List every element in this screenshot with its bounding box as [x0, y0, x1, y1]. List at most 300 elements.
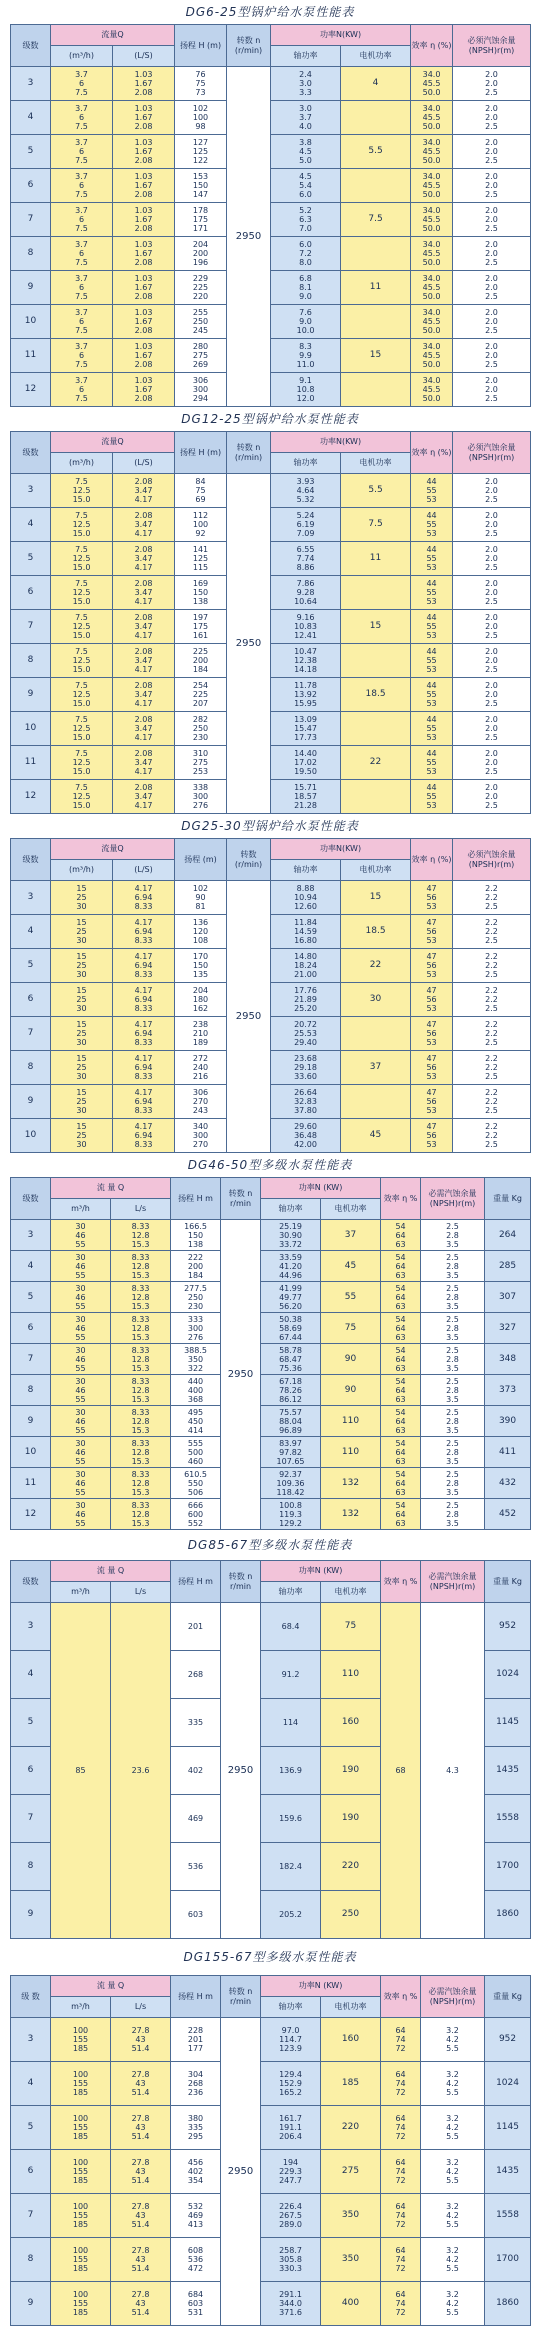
npsh-value: 3.5: [446, 1487, 459, 1497]
efficiency-value: 54: [395, 1345, 406, 1355]
header-npsh: 必须汽蚀余量 (NPSH)r(m): [453, 432, 531, 474]
header-shaft-power: 轴功率: [261, 1582, 321, 1603]
efficiency-value: 55: [426, 486, 437, 495]
efficiency-cell: [381, 1344, 421, 1375]
shaft-power-value: 58.78: [279, 1345, 302, 1355]
flow-ls-cell: 23.6: [111, 1603, 171, 1939]
motor-power-cell: 220: [321, 1843, 381, 1891]
shaft-power-value: 4.0: [299, 122, 312, 131]
table-row: [11, 1499, 531, 1530]
flow-ls-value: 8.33: [134, 902, 153, 911]
motor-power-cell: 5.5: [341, 474, 411, 508]
flow-m3h-value: 3.7: [75, 342, 88, 351]
shaft-power-value: 5.24: [296, 511, 315, 520]
npsh-value: 2.5: [485, 394, 498, 403]
shaft-power-value: 129.4: [279, 2070, 302, 2079]
flow-m3h-value: 30: [76, 1140, 87, 1149]
npsh-cell: [453, 678, 531, 712]
flow-m3h-value: 7.5: [75, 360, 88, 369]
flow-m3h-value: 7.5: [75, 394, 88, 403]
shaft-power-cell: [261, 2238, 321, 2282]
head-value: 495: [187, 1407, 204, 1417]
npsh-value: 2.0: [485, 283, 498, 292]
head-value: 189: [192, 1038, 209, 1047]
efficiency-cell: [381, 2238, 421, 2282]
efficiency-value: 47: [426, 884, 437, 893]
flow-ls-value: 51.4: [131, 2220, 150, 2229]
shaft-power-cell: [271, 305, 341, 339]
head-value: 272: [192, 1054, 209, 1063]
npsh-value: 2.5: [446, 1500, 459, 1510]
efficiency-value: 72: [395, 2264, 406, 2273]
flow-ls-cell: [113, 203, 175, 237]
flow-m3h-value: 7.5: [75, 88, 88, 97]
head-value: 75: [195, 486, 206, 495]
shaft-power-cell: [271, 373, 341, 407]
header-power: 功率N (KW): [261, 1976, 381, 1997]
shaft-power-value: 12.41: [294, 631, 317, 640]
motor-power-cell: 132: [321, 1468, 381, 1499]
npsh-value: 3.5: [446, 1456, 459, 1466]
flow-ls-cell: [111, 1344, 171, 1375]
flow-m3h-value: 30: [76, 970, 87, 979]
shaft-power-value: 5.4: [299, 181, 312, 190]
flow-m3h-value: 6: [78, 181, 85, 190]
shaft-power-cell: [271, 1085, 341, 1119]
npsh-cell: [453, 983, 531, 1017]
flow-ls-value: 3.47: [134, 724, 153, 733]
shaft-power-value: 25.19: [279, 1221, 302, 1231]
npsh-cell: [421, 2238, 485, 2282]
npsh-cell: [453, 881, 531, 915]
efficiency-cell: [381, 1375, 421, 1406]
head-value: 300: [192, 385, 209, 394]
motor-power-cell: 4: [341, 67, 411, 101]
weight-cell: 1145: [485, 1699, 531, 1747]
npsh-value: 2.5: [485, 936, 498, 945]
efficiency-value: 45.5: [422, 249, 441, 258]
motor-power-cell: 110: [321, 1437, 381, 1468]
shaft-power-value: 9.16: [296, 613, 315, 622]
efficiency-value: 47: [426, 986, 437, 995]
flow-m3h-value: 46: [75, 1354, 86, 1364]
flow-ls-value: 1.03: [134, 308, 153, 317]
flow-ls-value: 43: [135, 2123, 146, 2132]
head-cell: [175, 135, 227, 169]
pump-table-section: [0, 814, 540, 1153]
npsh-value: 2.2: [485, 927, 498, 936]
flow-ls-cell: [111, 2238, 171, 2282]
npsh-value: 2.8: [446, 1416, 459, 1426]
flow-m3h-value: 30: [76, 1072, 87, 1081]
efficiency-cell: [411, 712, 453, 746]
table-row: [11, 474, 531, 508]
table-row: [11, 2238, 531, 2282]
level-cell: 7: [11, 1795, 51, 1843]
shaft-power-value: 9.9: [299, 351, 312, 360]
table-title: DG6-25型锅炉给水泵性能表: [185, 5, 355, 19]
level-cell: 11: [11, 1468, 51, 1499]
shaft-power-value: 75.36: [279, 1363, 302, 1373]
head-value: 229: [192, 274, 209, 283]
level-cell: 5: [11, 542, 51, 576]
motor-power-cell: 22: [341, 949, 411, 983]
level-cell: 12: [11, 780, 51, 814]
motor-power-cell: 400: [321, 2282, 381, 2326]
head-value: 250: [192, 317, 209, 326]
flow-ls-value: 43: [135, 2299, 146, 2308]
npsh-value: 2.0: [485, 520, 498, 529]
head-value: 196: [192, 258, 209, 267]
efficiency-value: 72: [395, 2088, 406, 2097]
flow-m3h-value: 6: [78, 351, 85, 360]
level-cell: 9: [11, 271, 51, 305]
head-cell: [175, 881, 227, 915]
weight-cell: 1700: [485, 1843, 531, 1891]
header-efficiency: 效率 η %: [381, 1178, 421, 1220]
efficiency-value: 50.0: [422, 122, 441, 131]
flow-ls-value: 15.3: [131, 1425, 150, 1435]
flow-m3h-value: 15: [76, 1122, 87, 1131]
flow-ls-value: 1.67: [134, 181, 153, 190]
flow-m3h-cell: [51, 1051, 113, 1085]
head-cell: [171, 1891, 221, 1939]
flow-ls-value: 15.3: [131, 1332, 150, 1342]
flow-ls-value: 1.67: [134, 79, 153, 88]
level-cell: 5: [11, 1699, 51, 1747]
level-cell: 7: [11, 2194, 51, 2238]
flow-ls-value: 6.94: [134, 995, 153, 1004]
flow-ls-cell: [111, 1282, 171, 1313]
npsh-value: 5.5: [446, 2176, 459, 2185]
head-value: 354: [187, 2176, 204, 2185]
table-title: DG85-67型多级水泵性能表: [187, 1538, 353, 1552]
head-value: 380: [187, 2114, 204, 2123]
table-row: [11, 712, 531, 746]
flow-m3h-value: 12.5: [72, 690, 91, 699]
npsh-value: 2.0: [485, 511, 498, 520]
header-efficiency: 效率 η (%): [411, 839, 453, 881]
shaft-power-value: 159.6: [279, 1814, 302, 1823]
shaft-power-value: 267.5: [279, 2211, 302, 2220]
head-value: 169: [192, 579, 209, 588]
efficiency-value: 47: [426, 1122, 437, 1131]
flow-m3h-value: 155: [72, 2211, 89, 2220]
flow-m3h-value: 3.7: [75, 138, 88, 147]
head-value: 81: [195, 902, 206, 911]
flow-m3h-value: 15: [76, 986, 87, 995]
npsh-value: 2.5: [446, 1376, 459, 1386]
table-row: [11, 339, 531, 373]
shaft-power-value: 229.3: [279, 2167, 302, 2176]
header-speed: 转数 n r/min: [221, 1976, 261, 2018]
motor-power-cell: 90: [321, 1375, 381, 1406]
header-power: 功率N (KW): [261, 1561, 381, 1582]
flow-m3h-value: 155: [72, 2035, 89, 2044]
shaft-power-value: 75.57: [279, 1407, 302, 1417]
head-value: 603: [187, 1910, 204, 1919]
npsh-cell: [453, 508, 531, 542]
npsh-value: 2.2: [485, 1122, 498, 1131]
flow-m3h-value: 15.0: [72, 495, 91, 504]
flow-m3h-cell: [51, 2282, 111, 2326]
head-cell: [175, 1085, 227, 1119]
flow-ls-value: 6.94: [134, 893, 153, 902]
flow-ls-cell: [111, 2062, 171, 2106]
motor-power-cell: [341, 1017, 411, 1051]
motor-power-cell: 275: [321, 2150, 381, 2194]
head-cell: [171, 2150, 221, 2194]
efficiency-value: 64: [395, 1385, 406, 1395]
npsh-cell: [421, 2062, 485, 2106]
flow-ls-cell: [111, 2106, 171, 2150]
head-value: 162: [192, 1004, 209, 1013]
flow-ls-value: 2.08: [134, 477, 153, 486]
shaft-power-cell: [261, 1220, 321, 1251]
flow-m3h-value: 3.7: [75, 206, 88, 215]
efficiency-cell: [381, 1251, 421, 1282]
shaft-power-value: 3.8: [299, 138, 312, 147]
head-value: 153: [192, 172, 209, 181]
head-value: 112: [192, 511, 209, 520]
flow-ls-value: 51.4: [131, 2264, 150, 2273]
weight-cell: 432: [485, 1468, 531, 1499]
motor-power-cell: 37: [321, 1220, 381, 1251]
efficiency-cell: [381, 1313, 421, 1344]
head-cell: [175, 983, 227, 1017]
shaft-power-value: 14.18: [294, 665, 317, 674]
flow-ls-value: 6.94: [134, 1029, 153, 1038]
efficiency-value: 34.0: [422, 308, 441, 317]
flow-ls-value: 3.47: [134, 520, 153, 529]
flow-ls-cell: [113, 780, 175, 814]
npsh-value: 3.2: [446, 2290, 459, 2299]
shaft-power-value: 206.4: [279, 2132, 302, 2141]
shaft-power-cell: [271, 746, 341, 780]
head-cell: [175, 508, 227, 542]
table-row: [11, 780, 531, 814]
flow-m3h-value: 3.7: [75, 376, 88, 385]
table-row: [11, 1282, 531, 1313]
header-npsh: 必须汽蚀余量 (NPSH)r(m): [453, 25, 531, 67]
table-row: [11, 1017, 531, 1051]
header-efficiency: 效率 η (%): [411, 25, 453, 67]
head-cell: [171, 1313, 221, 1344]
shaft-power-value: 100.8: [279, 1500, 302, 1510]
head-value: 402: [187, 2167, 204, 2176]
flow-m3h-value: 15.0: [72, 631, 91, 640]
flow-m3h-value: 25: [76, 1131, 87, 1140]
npsh-value: 2.8: [446, 1261, 459, 1271]
shaft-power-value: 129.2: [279, 1518, 302, 1528]
efficiency-cell: [411, 169, 453, 203]
flow-m3h-value: 7.5: [75, 613, 88, 622]
npsh-value: 2.8: [446, 1385, 459, 1395]
efficiency-value: 56: [426, 893, 437, 902]
npsh-cell: [453, 169, 531, 203]
efficiency-value: 50.0: [422, 88, 441, 97]
head-cell: [171, 1344, 221, 1375]
header-level: 级数: [11, 1561, 51, 1603]
level-cell: 8: [11, 1843, 51, 1891]
header-speed: 转数 n r/min: [221, 1561, 261, 1603]
flow-m3h-value: 25: [76, 1097, 87, 1106]
head-cell: [175, 1051, 227, 1085]
npsh-value: 2.0: [485, 554, 498, 563]
table-row: [11, 1468, 531, 1499]
npsh-cell: [453, 237, 531, 271]
npsh-value: 2.5: [446, 1314, 459, 1324]
head-value: 608: [187, 2246, 204, 2255]
flow-m3h-cell: [51, 746, 113, 780]
head-value: 250: [187, 1292, 204, 1302]
level-cell: 6: [11, 1747, 51, 1795]
flow-ls-value: 6.94: [134, 961, 153, 970]
npsh-value: 2.0: [485, 622, 498, 631]
shaft-power-value: 5.0: [299, 156, 312, 165]
head-value: 245: [192, 326, 209, 335]
efficiency-value: 47: [426, 1020, 437, 1029]
head-value: 603: [187, 2299, 204, 2308]
flow-m3h-cell: [51, 2062, 111, 2106]
head-cell: [175, 373, 227, 407]
flow-m3h-value: 46: [75, 1416, 86, 1426]
shaft-power-value: 6.0: [299, 190, 312, 199]
npsh-value: 2.0: [485, 172, 498, 181]
efficiency-value: 53: [426, 1004, 437, 1013]
flow-m3h-value: 25: [76, 1063, 87, 1072]
motor-power-cell: 15: [341, 339, 411, 373]
npsh-cell: [453, 610, 531, 644]
shaft-power-value: 114.7: [279, 2035, 302, 2044]
head-value: 238: [192, 1020, 209, 1029]
flow-m3h-value: 3.7: [75, 172, 88, 181]
shaft-power-cell: [261, 2106, 321, 2150]
shaft-power-value: 58.69: [279, 1323, 302, 1333]
efficiency-cell: [411, 101, 453, 135]
flow-m3h-value: 12.5: [72, 554, 91, 563]
level-cell: 9: [11, 1891, 51, 1939]
level-cell: 6: [11, 1313, 51, 1344]
shaft-power-value: 15.71: [294, 783, 317, 792]
efficiency-cell: [381, 2018, 421, 2062]
head-value: 413: [187, 2220, 204, 2229]
motor-power-cell: 15: [341, 610, 411, 644]
motor-power-cell: 45: [321, 1251, 381, 1282]
head-value: 450: [187, 1416, 204, 1426]
flow-m3h-cell: [51, 1085, 113, 1119]
npsh-cell: [453, 203, 531, 237]
weight-cell: 1860: [485, 1891, 531, 1939]
shaft-power-value: 25.20: [294, 1004, 317, 1013]
flow-ls-value: 3.47: [134, 792, 153, 801]
efficiency-value: 54: [395, 1221, 406, 1231]
head-value: 230: [192, 733, 209, 742]
flow-m3h-cell: [51, 2018, 111, 2062]
header-power: 功率N(KW): [271, 839, 411, 860]
motor-power-cell: 11: [341, 271, 411, 305]
header-flow: 流 量 Q: [51, 1976, 171, 1997]
flow-m3h-value: 185: [72, 2176, 89, 2185]
flow-m3h-value: 15: [76, 1054, 87, 1063]
npsh-value: 3.5: [446, 1394, 459, 1404]
npsh-value: 3.5: [446, 1301, 459, 1311]
npsh-value: 2.5: [485, 1106, 498, 1115]
flow-ls-cell: [113, 576, 175, 610]
flow-ls-value: 3.47: [134, 758, 153, 767]
head-value: 294: [192, 394, 209, 403]
flow-ls-value: 8.33: [131, 1469, 150, 1479]
shaft-power-value: 9.0: [299, 292, 312, 301]
level-cell: 6: [11, 169, 51, 203]
head-cell: [171, 2282, 221, 2326]
level-cell: 10: [11, 1437, 51, 1468]
flow-m3h-value: 15.0: [72, 767, 91, 776]
head-value: 333: [187, 1314, 204, 1324]
flow-ls-value: 27.8: [131, 2290, 150, 2299]
flow-ls-cell: [113, 305, 175, 339]
shaft-power-value: 3.0: [299, 79, 312, 88]
flow-ls-value: 2.08: [134, 224, 153, 233]
shaft-power-cell: [261, 2282, 321, 2326]
flow-ls-cell: [111, 2282, 171, 2326]
npsh-value: 2.0: [485, 792, 498, 801]
level-cell: 6: [11, 983, 51, 1017]
motor-power-cell: 160: [321, 1699, 381, 1747]
efficiency-value: 34.0: [422, 274, 441, 283]
header-efficiency: 效率 η %: [381, 1561, 421, 1603]
flow-ls-value: 43: [135, 2035, 146, 2044]
motor-power-cell: 30: [341, 983, 411, 1017]
level-cell: 12: [11, 1499, 51, 1530]
flow-m3h-value: 7.5: [75, 579, 88, 588]
shaft-power-value: 21.28: [294, 801, 317, 810]
efficiency-value: 55: [426, 622, 437, 631]
head-cell: [171, 1603, 221, 1651]
efficiency-cell: [411, 576, 453, 610]
npsh-value: 2.0: [485, 783, 498, 792]
header-flow: 流 量 Q: [51, 1178, 171, 1199]
level-cell: 7: [11, 203, 51, 237]
flow-ls-value: 4.17: [134, 733, 153, 742]
header-speed: 转数 (r/min): [227, 839, 271, 881]
npsh-cell: [453, 712, 531, 746]
head-value: 92: [195, 529, 206, 538]
flow-ls-value: 8.33: [134, 1106, 153, 1115]
shaft-power-value: 7.6: [299, 308, 312, 317]
weight-cell: 1558: [485, 2194, 531, 2238]
flow-ls-value: 1.03: [134, 274, 153, 283]
header-flow: 流量Q: [51, 25, 175, 46]
flow-ls-cell: [113, 271, 175, 305]
efficiency-value: 53: [426, 801, 437, 810]
npsh-cell: [453, 746, 531, 780]
flow-ls-value: 2.08: [134, 258, 153, 267]
speed-cell: 2950: [227, 474, 271, 814]
efficiency-value: 44: [426, 749, 437, 758]
motor-power-cell: 160: [321, 2018, 381, 2062]
efficiency-value: 44: [426, 715, 437, 724]
shaft-power-value: 6.3: [299, 215, 312, 224]
efficiency-value: 56: [426, 927, 437, 936]
motor-power-cell: 110: [321, 1651, 381, 1699]
head-value: 150: [187, 1230, 204, 1240]
efficiency-value: 63: [395, 1487, 406, 1497]
shaft-power-cell: [261, 1795, 321, 1843]
shaft-power-value: 10.94: [294, 893, 317, 902]
table-row: [11, 1437, 531, 1468]
efficiency-cell: [381, 1499, 421, 1530]
